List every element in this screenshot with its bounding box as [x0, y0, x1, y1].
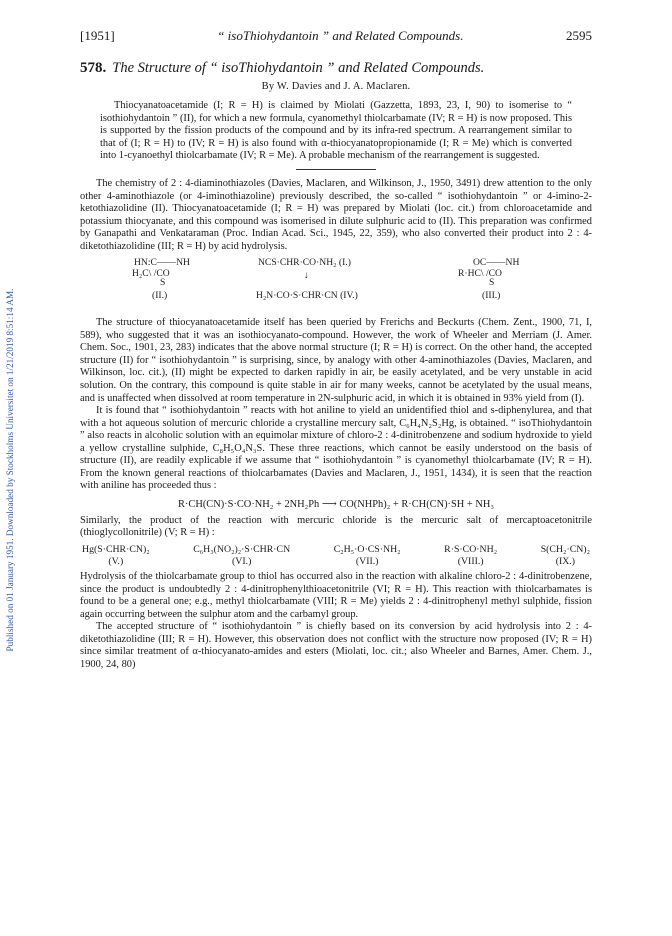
formula-iii-line1: OC——NH	[473, 257, 520, 269]
paragraph-6: The accepted structure of “ isothiohydantoin ” is chiefly based on its conversion by acid hydrolysis into 2 : 4-diketothiazolidine (III; R = H). However, this observation does not conflict with the structure now proposed (IV; R = H) since similar treatment of α-thiocyanato-amides and esters (Miolati, loc. cit.; also Wheeler and Barnes, Amer. Chem. J., 1900, 24, 80)	[80, 621, 592, 670]
formula-iii-label: (III.)	[482, 290, 501, 302]
article-authors: By W. Davies and J. A. Maclaren.	[261, 81, 411, 92]
compound-vi: C₆H₃(NO₂)₂·S·CHR·CN (VI.)	[193, 544, 291, 567]
compound-ix: S(CH₂·CN)₂ (IX.)	[540, 544, 590, 567]
compound-vii: C₂H₅·O·CS·NH₂ (VII.)	[333, 544, 401, 567]
formula-iii-line3: S	[489, 277, 495, 289]
header-page-number: 2595	[566, 28, 592, 43]
article-title-text: The Structure of “ isoThiohydantoin ” and Related Compounds.	[112, 60, 485, 76]
reaction-arrow: ↓	[304, 270, 309, 282]
paragraph-4: Similarly, the product of the reaction with mercuric chloride is the mercuric salt of mercaptoacetonitrile (thioglycollonitrile) (V; R = H) :	[80, 514, 592, 539]
paragraph-5: Hydrolysis of the thiolcarbamate group to thiol has occurred also in the reaction with alkaline chloro-2 : 4-dinitrobenzene, since the product is undoubtedly 2 : 4-dinitrophenylthioacetonitrile (VI; R = H). This reaction with thiolcarbamates is found to be a general one; e.g., methyl thiolcarbamate (VIII; R = Me) yields 2 : 4-dinitrophenyl methyl sulphide, fission again occurring between the sulphur atom and the carbamyl group.	[80, 571, 592, 620]
running-header	[80, 28, 592, 44]
compound-v: Hg(S·CHR·CN)₂ (V.)	[82, 544, 150, 567]
formula-ii-label: (II.)	[152, 290, 168, 302]
header-year: [1951]	[80, 28, 115, 43]
formula-ii-line2: H₂C\ /CO	[132, 268, 170, 280]
download-watermark	[2, 150, 18, 790]
paragraph-1: The chemistry of 2 : 4-diaminothiazoles (Davies, Maclaren, and Wilkinson, J., 1950, 3491) drew attention to the only other 4-aminothiazole (or 4-iminothiazoline) previously described, the so-called “ isothiohydantoin ” or 4-imino-2-ketothiazolidine (II). Thiocyanatoacetamide (I; R = H) was prepared by Miolati (loc. cit.) from chloroacetamide and potassium thiocyanate, and this compound was isomerised in dilute sulphuric acid to (II). This preparation was confirmed by Ganapathi and Venkataraman (Proc. Indian Acad. Sci., 1945, 22, 359), who also converted their product into 2 : 4-diketothiazolidine (III; R = H) by acid hydrolysis.	[80, 177, 592, 252]
paragraph-2: The structure of thiocyanatoacetamide itself has been queried by Frerichs and Beckurts (Chem. Zent., 1900, 71, I, 589), who suggested that it was an isothiocyanato-compound. However, the work of Wheeler and Merriam (J. Amer. Chem. Soc., 1901, 23, 283) indicates that the above normal structure (I; R = H) is correct. On the other hand, the accepted structure (II) for “ isothiohydantoin ” is surprising, since, by analogy with other 4-aminothiazoles (Davies, Maclaren, and Wilkinson, loc. cit.), (II) might be expected to darken rapidly in air, be easily acetylated, and be very unstable in acid solution. On the contrary, this compound is quite stable in air for many weeks, cannot be acetylated by the usual means, and is unaffected when dissolved at room temperature in 2N-sulphuric acid, in which it is obtained in 93% yield from (I).	[80, 317, 592, 404]
header-running-title: “ isoThiohydantoin ” and Related Compounds.	[217, 28, 464, 43]
paragraph-3: It is found that “ isothiohydantoin ” reacts with hot aniline to yield an unidentified thiol and s-diphenylurea, and that with a hot aqueous solution of mercuric chloride a crystalline mercury salt, C₆H₄N₂S₂Hg, is obtained. “ isoThiohydantoin ” also reacts in alcoholic solution with an equimolar mixture of chloro-2 : 4-dinitrobenzene and sodium hydroxide to yield a yellow crystalline sulphide, C₈H₅O₄N₃S. These three reactions, which cannot be easily understood on the basis of structure (II), are readily explicable if we assume that “ isothiohydantoin ” is cyanomethyl thiolcarbamate (IV; R = H). From the known general reactions of thiolcarbamates (Davies and Maclaren, J., 1951, 1434), it is seen that the reaction with aniline has proceeded thus :	[80, 405, 592, 492]
article-title	[80, 60, 592, 77]
abstract: Thiocyanatoacetamide (I; R = H) is claimed by Miolati (Gazzetta, 1893, 23, I, 90) to isomerise to “ isothiohydantoin ” (II), for which a new formula, cyanomethyl thiolcarbamate (IV; R = H) is now proposed. This is supported by the fission products of the compound and by its infra-red spectrum. A rearrangement similar to that of (I; R = H) to (IV; R = H) is also found with α-thiocyanatopropionamide (I; R = Me) which is converted into 1-cyanoethyl thiolcarbamate (IV; R = Me). A probable mechanism of the rearrangement is suggested.	[100, 100, 572, 162]
compound-viii: R·S·CO·NH₂ (VIII.)	[444, 544, 498, 567]
article-number: 578.	[80, 60, 107, 76]
structure-formulas-block	[80, 257, 592, 311]
aniline-reaction-equation: R·CH(CN)·S·CO·NH₂ + 2NH₂Ph ⟶ CO(NHPh)₂ + R·CH(CN)·SH + NH₃	[178, 498, 494, 510]
abstract-divider	[296, 169, 376, 170]
compound-formula-row	[80, 544, 592, 567]
formula-i: NCS·CHR·CO·NH₂ (I.)	[258, 257, 351, 269]
journal-page	[80, 28, 592, 671]
formula-ii-line3: S	[160, 277, 166, 289]
formula-iii-line2: R·HC\ /CO	[458, 268, 502, 280]
formula-ii-line1: HN:C——NH	[134, 257, 190, 269]
formula-iv: H₂N·CO·S·CHR·CN (IV.)	[256, 290, 358, 302]
watermark-text: Published on 01 January 1951. Downloaded by Stockholms Universitet on 1/21/2019 8:51:14 AM.	[5, 288, 15, 652]
